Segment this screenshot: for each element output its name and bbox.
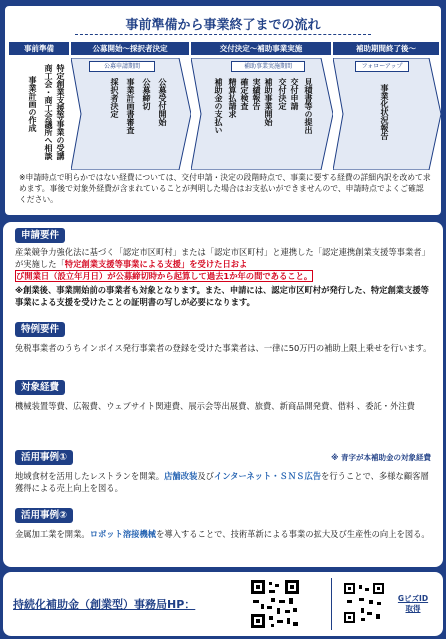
sub-tag-koufu: 補助事業実施期間 (231, 61, 305, 72)
cases-note: ※ 青字が本補助金の対象経費 (331, 453, 431, 462)
flow-panel (3, 4, 443, 217)
step-koubo-1: 公募受付開始 (158, 78, 167, 126)
step-prep-1: 特定創業支援等事業の受講 (56, 64, 65, 160)
follow-arrow (333, 58, 441, 170)
gbiz-label-1: GビズID (397, 594, 429, 603)
step-koubo-3: 事業計画書審査 (126, 78, 135, 134)
hp-qr-code[interactable] (249, 578, 301, 630)
flow-title: 事前準備から事業終了までの流れ (125, 18, 321, 33)
qr-icon (343, 582, 385, 624)
step-koubo-2: 公募締切 (142, 78, 151, 110)
footer-panel (3, 572, 443, 636)
koubo-arrow (71, 58, 191, 170)
expenses-text: 機械装置等費、広報費、ウェブサイト関連費、展示会等出展費、旅費、新商品開発費、借料 、委託・外注費 (15, 401, 415, 411)
phase-follow: 補助期間終了後～ (333, 42, 439, 55)
case2-text-a: 金属加工業を開業。 (15, 529, 90, 539)
case2-blue-1: ロボット溶接機械 (89, 529, 157, 539)
case2-text (15, 528, 433, 540)
sub-tag-koubo: 公募申請期間 (89, 61, 155, 72)
koufu-arrow (191, 58, 333, 170)
special-text: 免税事業者のうちインボイス発行事業者の登録を受けた事業者は、一律に50万円の補助上限上乗せを行います。 (15, 343, 432, 353)
case1-blue-2: インターネット・ＳＮＳ広告 (213, 471, 322, 481)
sub-tag-follow: フォローアップ (355, 61, 409, 72)
case1-text-a: 地域食材を活用したレストランを開業。 (15, 471, 165, 481)
step-koufu-1: 見積書等の提出 (304, 78, 313, 134)
gbiz-link[interactable] (391, 594, 435, 614)
flow-note: ※申請時点で明らかではない経費については、交付申請・決定の段階時点で、事業に要する経費の詳細内訳を改めて求めます。事後で対象外経費が含まれていることが判明した場合はお支払いができませんので、申請時点でよくご確認ください。 (19, 173, 431, 204)
main-panel (3, 222, 443, 567)
requirements-red-1: 特定創業支援等事業による支援」を受けた日およ (64, 259, 248, 269)
step-koufu-7: 精算払請求 (228, 78, 237, 118)
step-koubo-4: 採択者決定 (110, 78, 119, 118)
phase-koubo: 公募開始～採択者決定 (71, 42, 189, 55)
step-follow-1: 事業化状況報告 (380, 84, 389, 140)
step-koufu-3: 交付決定 (278, 78, 287, 110)
step-prep-3: 事業計画の作成 (28, 76, 37, 132)
case1-heading: 活用事例① (15, 450, 73, 465)
requirements-heading: 申請要件 (15, 228, 65, 243)
phase-prep: 事前準備 (9, 42, 69, 55)
step-prep-2: 商工会・商工会議所へ相談 (44, 64, 53, 160)
case1-blue-1: 店舗改装 (164, 471, 198, 481)
prep-steps (9, 58, 69, 170)
hp-label[interactable]: 持続化補助金（創業型）事務局HP： (13, 598, 196, 611)
footer-divider (331, 578, 332, 630)
expenses-heading: 対象経費 (15, 380, 65, 395)
step-koufu-6: 確定検査 (240, 78, 249, 110)
requirements-text-1: 産業競争力強化法に基づく「認定市区町村」または「認定市区町村」と連携した「認定連携創業支援等事業者」が実施した「 (15, 247, 430, 269)
requirements-text (15, 246, 433, 282)
special-heading: 特例要件 (15, 322, 65, 337)
case1-text-c: を行うことで、多様な顧客層獲得による売上向上を図る。 (15, 471, 429, 493)
gbiz-qr-code[interactable] (343, 582, 385, 624)
case1-text (15, 470, 433, 494)
step-koufu-2: 交付申請 (290, 78, 299, 110)
step-koufu-5: 実績報告 (252, 78, 261, 110)
step-koufu-4: 補助事業開始 (264, 78, 273, 126)
step-koufu-8: 補助金の支払い (214, 78, 223, 134)
requirements-note: ※創業後、事業開始前の事業者も対象となります。また、申請には、認定市区町村が発行した、特定創業支援等事業による支援を受けたことの証明書の写しが必要になります。 (15, 285, 429, 307)
case1-text-b: 及び (197, 471, 214, 481)
requirements-red-2: び開業日（設立年月日）が公募締切時から起算して過去1か年の間であること。 (16, 271, 313, 281)
title-divider (75, 34, 371, 35)
gbiz-label-2: 取得 (405, 604, 421, 613)
case2-text-b: を導入することで、技術革新による事業の拡大及び生産性の向上を図る。 (156, 529, 430, 539)
phase-koufu: 交付決定～補助事業実施 (191, 42, 331, 55)
qr-icon (249, 578, 301, 630)
case2-heading: 活用事例② (15, 508, 73, 523)
